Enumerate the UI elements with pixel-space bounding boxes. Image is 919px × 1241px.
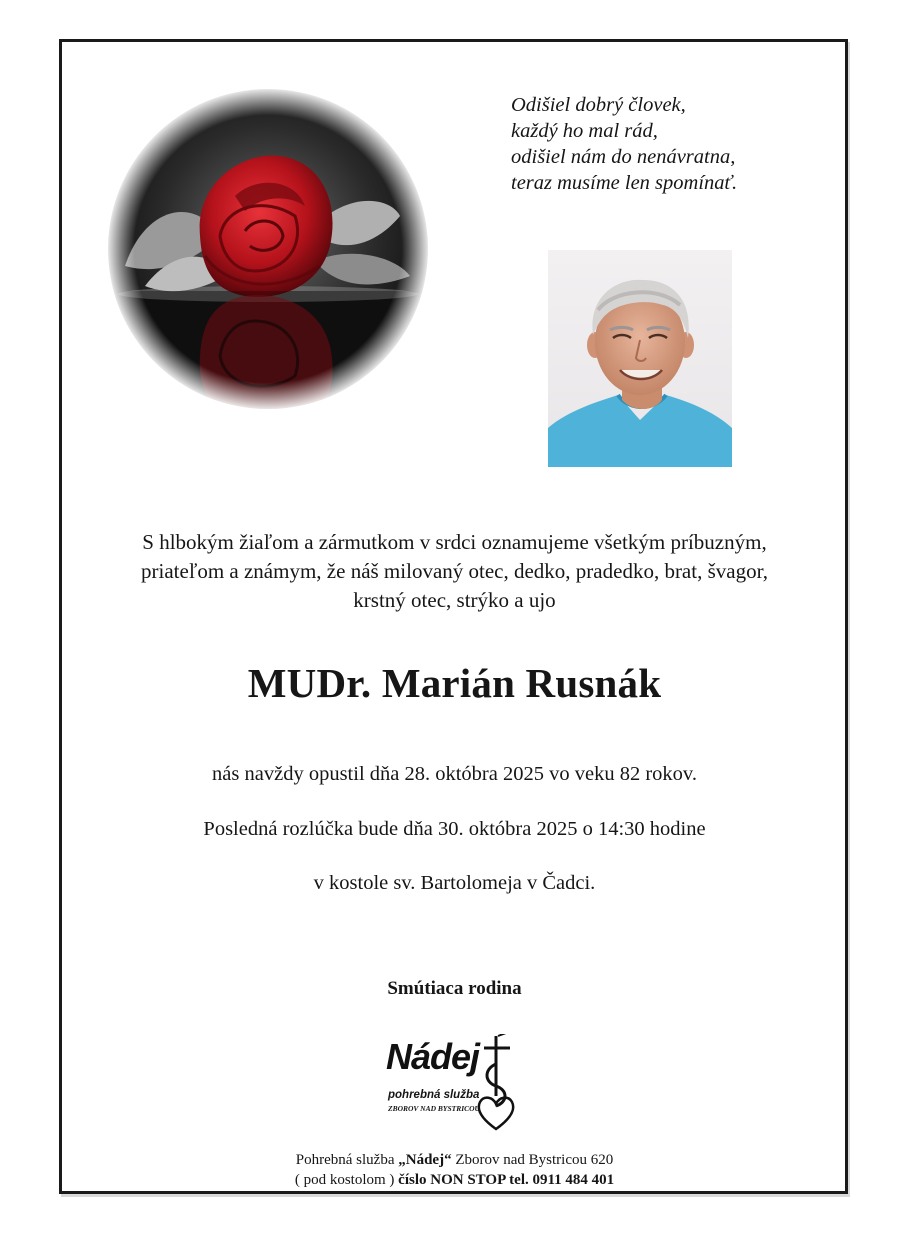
logo-subtitle: pohrebná služba — [388, 1089, 480, 1101]
farewell-place: v kostole sv. Bartolomeja v Čadci. — [313, 872, 596, 894]
logo-location: ZBOROV NAD BYSTRICOU — [388, 1104, 480, 1113]
announcement-line: priateľom a známym, že náš milovaný otec, dedko, pradedko, brat, švagor, — [141, 559, 768, 583]
footer-prefix: Pohrebná služba — [295, 1152, 399, 1168]
farewell-details: Posledná rozlúčka bude dňa 30. októbra 2025 o 14:30 hodine — [203, 818, 706, 840]
deceased-name: MUDr. Marián Rusnák — [247, 660, 662, 706]
poem-line: teraz musíme len spomínať. — [511, 172, 738, 194]
announcement-line: S hlbokým žiaľom a zármutkom v srdci oznamujeme všetkým príbuzným, — [142, 530, 767, 554]
poem — [511, 92, 811, 196]
logo-name: Nádej — [386, 1036, 480, 1077]
cross-heart-icon — [474, 1034, 524, 1132]
poem-line: každý ho mal rád, — [511, 120, 658, 142]
funeral-service-logo — [378, 1034, 528, 1134]
family-signoff: Smútiaca rodina — [387, 978, 522, 999]
footer-location-note: ( pod kostolom ) — [294, 1172, 399, 1188]
footer-address: Zborov nad Bystricou 620 — [451, 1152, 614, 1168]
announcement-line: krstný otec, strýko a ujo — [353, 588, 556, 612]
portrait-photo — [548, 250, 732, 467]
footer-line-1 — [60, 1150, 849, 1170]
footer-phone: číslo NON STOP tel. 0911 484 401 — [398, 1172, 615, 1188]
death-details: nás navždy opustil dňa 28. októbra 2025 vo veku 82 rokov. — [212, 763, 697, 785]
rose-photo — [105, 86, 431, 412]
footer-brand: „Nádej“ — [398, 1152, 452, 1168]
poem-line: odišiel nám do nenávratna, — [511, 146, 736, 168]
announcement-text — [60, 528, 849, 615]
poem-line: Odišiel dobrý človek, — [511, 94, 686, 116]
footer-line-2 — [60, 1170, 849, 1190]
